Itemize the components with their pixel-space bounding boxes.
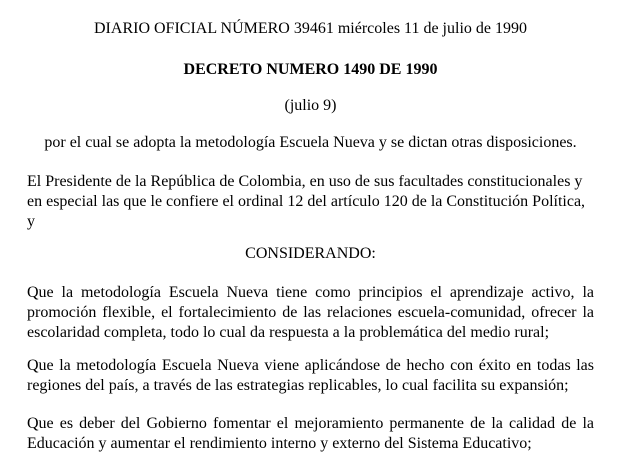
considerando-heading: CONSIDERANDO: xyxy=(245,245,376,262)
considerando-paragraph-1: Que la metodología Escuela Nueva tiene como principios el aprendizaje activo, la promoción flexible, el fortalecimiento de las relaciones escuela-comunidad, ofrecer la escolaridad completa, todo lo cual da respuesta a la problemática del medio rural; xyxy=(27,284,594,341)
preamble-line: El Presidente de la República de Colombia, en uso de sus facultades constitucionales y xyxy=(27,173,583,190)
considerando-paragraph-2: Que la metodología Escuela Nueva viene aplicándose de hecho con éxito en todas las regiones del país, a través de las estrategias replicables, lo cual facilita su expansión; xyxy=(27,357,594,394)
decree-subject: por el cual se adopta la metodología Escuela Nueva y se dictan otras disposiciones. xyxy=(44,134,577,151)
gazette-header: DIARIO OFICIAL NÚMERO 39461 miércoles 11 de julio de 1990 xyxy=(94,20,527,37)
preamble-line: en especial las que le confiere el ordinal 12 del artículo 120 de la Constitución Política, xyxy=(27,193,586,210)
decree-title: DECRETO NUMERO 1490 DE 1990 xyxy=(183,61,438,78)
preamble-paragraph xyxy=(27,172,594,232)
preamble-line: y xyxy=(27,213,35,230)
decree-date: (julio 9) xyxy=(284,97,337,114)
considerando-paragraph-3: Que es deber del Gobierno fomentar el mejoramiento permanente de la calidad de la Educación y aumentar el rendimiento interno y externo del Sistema Educativo; xyxy=(27,415,594,452)
